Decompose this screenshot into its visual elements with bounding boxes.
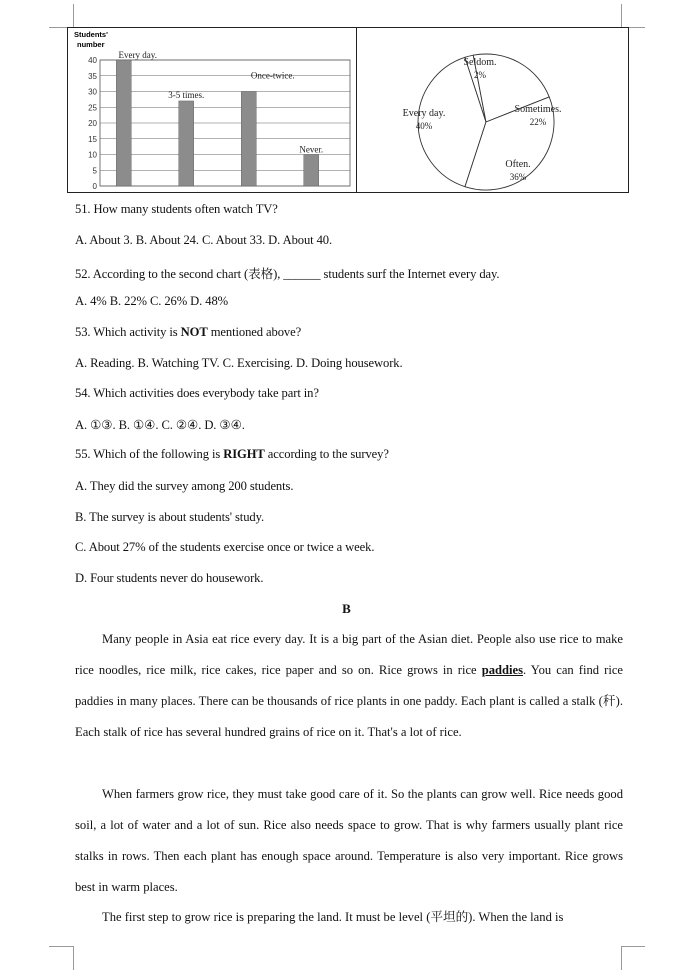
question-55-option-c: C. About 27% of the students exercise once or twice a week. — [75, 540, 375, 554]
charts-table — [67, 27, 629, 193]
passage-paragraph-2 — [75, 779, 623, 903]
question-52-options: A. 4% B. 22% C. 26% D. 48% — [75, 294, 229, 308]
crop-mark-top-left — [73, 4, 74, 28]
bar-label: 3-5 times. — [168, 89, 205, 100]
bar-label: Once-twice. — [250, 70, 295, 81]
crop-mark-bottom-left — [73, 946, 74, 970]
passage-p1-underlined: paddies — [481, 663, 524, 677]
passage-paragraph-3 — [75, 902, 623, 933]
crop-mark-bottom-right — [621, 946, 622, 970]
y-tick-label: 5 — [92, 166, 97, 176]
question-51: 51. How many students often watch TV? — [75, 202, 278, 216]
question-52: 52. According to the second chart (表格), ______ students surf the Internet every day. — [75, 267, 500, 281]
question-55-pre: 55. Which of the following is — [75, 447, 224, 461]
question-54-options: A. ①③. B. ①④. C. ②④. D. ③④. — [75, 418, 245, 432]
question-53-post: mentioned above? — [207, 325, 302, 339]
crop-mark-bottom-left-h — [49, 946, 73, 947]
pie-slice-label: Sometimes. — [514, 104, 562, 115]
pie-slice-label: Often. — [505, 159, 531, 170]
pie-slice-percent: 40% — [415, 121, 433, 131]
bar-chart — [68, 28, 356, 192]
question-55-post: according to the survey? — [264, 447, 389, 461]
question-55-option-b: B. The survey is about students' study. — [75, 510, 265, 524]
question-55 — [75, 447, 389, 462]
y-tick-label: 30 — [88, 87, 97, 97]
bar — [304, 155, 319, 187]
passage-p2-text: When farmers grow rice, they must take good care of it. So the plants can grow well. Rice needs good soil, a lot of water and a lot of sun. Rice also needs space to grow. That is why farmers usually plant rice stalks in rows. Then each plant has enough space around. Temperature is also very important. Rice grows best in warm places. — [75, 787, 623, 894]
question-53-bold: NOT — [180, 325, 208, 339]
pie-slice-percent: 2% — [474, 70, 486, 80]
pie-slice-label: Every day. — [402, 108, 446, 119]
y-axis-label-line1: Students' — [74, 30, 108, 39]
question-55-option-a: A. They did the survey among 200 students. — [75, 479, 294, 493]
y-tick-label: 0 — [92, 182, 97, 191]
crop-mark-bottom-right-h — [621, 946, 645, 947]
pie-slice-percent: 36% — [509, 172, 527, 182]
crop-mark-top-right — [621, 4, 622, 28]
question-51-options: A. About 3. B. About 24. C. About 33. D. About 40. — [75, 233, 333, 247]
y-tick-label: 20 — [88, 119, 97, 128]
question-54: 54. Which activities does everybody take part in? — [75, 386, 319, 400]
bar-label: Never. — [299, 144, 324, 155]
question-53 — [75, 325, 301, 340]
question-55-bold: RIGHT — [223, 447, 265, 461]
passage-p1-text-a: Many people in Asia eat rice every day. It is a big part of the Asian diet. People also use rice to make rice noodles, rice milk, rice cakes, rice paper and so on. Rice grows in rice — [75, 632, 623, 677]
bar — [241, 92, 256, 187]
y-tick-label: 15 — [88, 134, 97, 144]
y-tick-label: 10 — [88, 150, 97, 160]
pie-slice-percent: 22% — [529, 117, 547, 127]
bar — [179, 101, 194, 186]
y-tick-label: 40 — [88, 56, 97, 65]
y-axis-label-line2: number — [77, 40, 105, 49]
bar-label: Every day. — [118, 50, 157, 60]
pie-slice-label: Seldom. — [463, 57, 497, 68]
passage-paragraph-1 — [75, 624, 623, 748]
bar — [116, 60, 131, 186]
question-55-option-d: D. Four students never do housework. — [75, 571, 264, 585]
pie-chart — [357, 28, 629, 192]
passage-p3-text: The first step to grow rice is preparing the land. It must be level (平坦的). When the land is — [102, 910, 564, 924]
question-53-pre: 53. Which activity is — [75, 325, 181, 339]
question-53-options: A. Reading. B. Watching TV. C. Exercising. D. Doing housework. — [75, 356, 403, 370]
passage-p1-text-b: . You can find rice paddies in many places. There can be thousands of rice plants in one paddy. Each plant is called a stalk (秆). Each stalk of rice has several hundred grains of rice on it. That's a lot of rice. — [75, 663, 624, 739]
y-tick-label: 35 — [88, 71, 97, 81]
y-tick-label: 25 — [88, 103, 97, 113]
section-title: B — [342, 601, 351, 616]
